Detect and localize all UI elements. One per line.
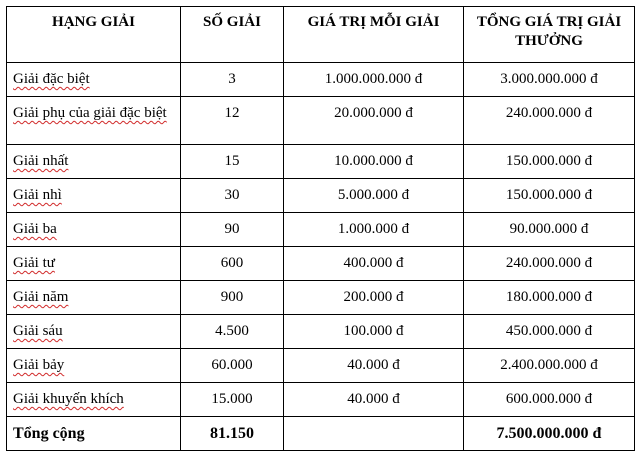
table-row xyxy=(7,63,635,97)
table-total-row xyxy=(7,417,635,451)
prize-count: 600 xyxy=(181,247,284,281)
prize-total: 450.000.000 đ xyxy=(464,315,635,349)
prize-total: 150.000.000 đ xyxy=(464,179,635,213)
prize-total: 2.400.000.000 đ xyxy=(464,349,635,383)
prize-name: Giải năm xyxy=(13,289,69,305)
prize-value: 1.000.000.000 đ xyxy=(284,63,464,97)
prize-value: 10.000.000 đ xyxy=(284,145,464,179)
prize-count: 30 xyxy=(181,179,284,213)
prize-count: 12 xyxy=(181,97,284,145)
prize-value: 40.000 đ xyxy=(284,383,464,417)
table-row xyxy=(7,213,635,247)
prize-total: 600.000.000 đ xyxy=(464,383,635,417)
prize-value: 40.000 đ xyxy=(284,349,464,383)
prize-value: 100.000 đ xyxy=(284,315,464,349)
prize-total: 90.000.000 đ xyxy=(464,213,635,247)
table-row xyxy=(7,281,635,315)
total-value xyxy=(284,417,464,451)
prize-table xyxy=(6,6,635,451)
prize-total: 240.000.000 đ xyxy=(464,97,635,145)
prize-value: 200.000 đ xyxy=(284,281,464,315)
table-row xyxy=(7,97,635,145)
total-amount: 7.500.000.000 đ xyxy=(464,417,635,451)
prize-count: 90 xyxy=(181,213,284,247)
prize-value: 5.000.000 đ xyxy=(284,179,464,213)
prize-table-container xyxy=(6,6,635,451)
prize-name: Giải sáu xyxy=(13,323,63,339)
header-prize-count: SỐ GIẢI xyxy=(181,7,284,63)
header-prize-rank: HẠNG GIẢI xyxy=(7,7,181,63)
prize-name: Giải đặc biệt xyxy=(13,71,90,87)
table-row xyxy=(7,349,635,383)
table-row xyxy=(7,247,635,281)
prize-count: 15 xyxy=(181,145,284,179)
prize-count: 900 xyxy=(181,281,284,315)
prize-name: Giải khuyến khích xyxy=(13,391,124,407)
prize-name: Giải tư xyxy=(13,255,55,271)
prize-name: Giải bảy xyxy=(13,357,65,373)
prize-total: 180.000.000 đ xyxy=(464,281,635,315)
prize-count: 4.500 xyxy=(181,315,284,349)
prize-count: 15.000 xyxy=(181,383,284,417)
prize-value: 400.000 đ xyxy=(284,247,464,281)
table-header-row xyxy=(7,7,635,63)
table-row xyxy=(7,145,635,179)
total-label: Tổng cộng xyxy=(7,417,181,451)
table-row xyxy=(7,179,635,213)
prize-count: 60.000 xyxy=(181,349,284,383)
prize-name: Giải nhất xyxy=(13,153,69,169)
header-prize-total: TỔNG GIÁ TRỊ GIẢI THƯỞNG xyxy=(464,7,635,63)
total-count: 81.150 xyxy=(181,417,284,451)
prize-count: 3 xyxy=(181,63,284,97)
prize-name: Giải nhì xyxy=(13,187,62,203)
prize-total: 3.000.000.000 đ xyxy=(464,63,635,97)
table-row xyxy=(7,315,635,349)
prize-value: 1.000.000 đ xyxy=(284,213,464,247)
prize-value: 20.000.000 đ xyxy=(284,97,464,145)
prize-name: Giải ba xyxy=(13,221,57,237)
prize-total: 150.000.000 đ xyxy=(464,145,635,179)
prize-total: 240.000.000 đ xyxy=(464,247,635,281)
table-row xyxy=(7,383,635,417)
prize-name: Giải phụ của giải đặc biệt xyxy=(13,105,167,121)
header-prize-value: GIÁ TRỊ MỖI GIẢI xyxy=(284,7,464,63)
